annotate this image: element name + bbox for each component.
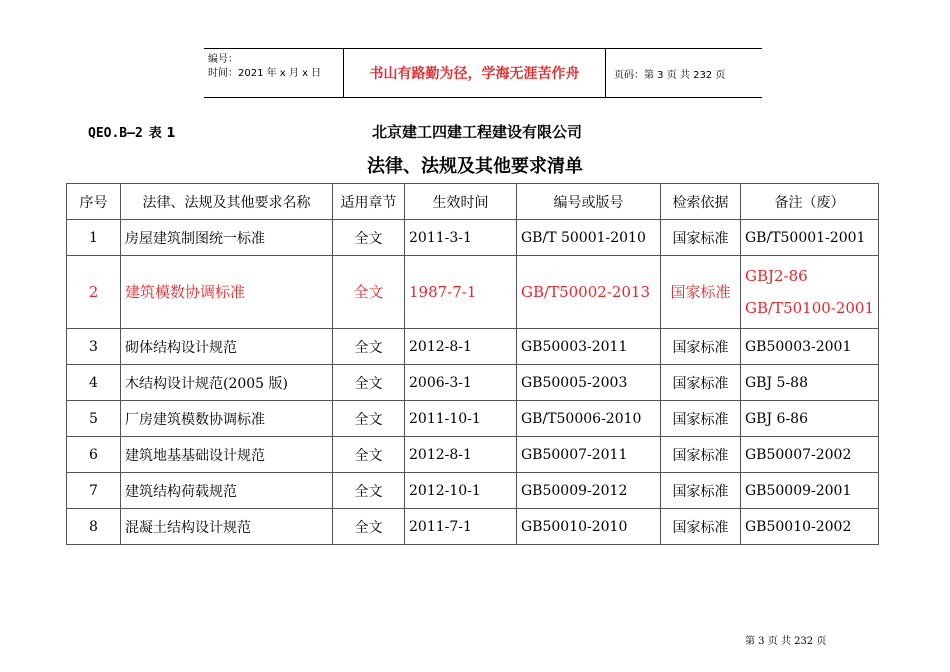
cell-basis: 国家标准 — [661, 220, 741, 256]
table-header-row — [67, 184, 879, 220]
cell-chapter: 全文 — [333, 401, 405, 437]
page-header — [204, 48, 762, 98]
col-header-effective-date: 生效时间 — [405, 184, 517, 220]
cell-date: 2006-3-1 — [405, 365, 517, 401]
table-row — [67, 365, 879, 401]
cell-index: 5 — [67, 401, 121, 437]
table-label: 表 1 — [148, 126, 176, 141]
cell-code: GB/T 50001-2010 — [517, 220, 661, 256]
document-title: 法律、法规及其他要求清单 — [367, 156, 583, 177]
cell-remark: GB/T50001-2001 — [741, 220, 879, 256]
cell-chapter: 全文 — [333, 509, 405, 545]
cell-basis: 国家标准 — [661, 509, 741, 545]
cell-index: 4 — [67, 365, 121, 401]
cell-index: 7 — [67, 473, 121, 509]
cell-basis: 国家标准 — [661, 256, 741, 329]
cell-basis: 国家标准 — [661, 401, 741, 437]
col-header-basis: 检索依据 — [661, 184, 741, 220]
cell-chapter: 全文 — [333, 473, 405, 509]
cell-name: 建筑模数协调标准 — [121, 256, 333, 329]
cell-index: 6 — [67, 437, 121, 473]
cell-name: 混凝土结构设计规范 — [121, 509, 333, 545]
cell-remark: GB50003-2001 — [741, 329, 879, 365]
cell-chapter: 全文 — [333, 256, 405, 329]
number-label: 编号： — [208, 54, 238, 65]
header-page-info: 页码：第 3 页 共 232 页 — [614, 69, 726, 81]
doc-code: QEO.B—2 — [88, 126, 143, 141]
cell-date: 2011-3-1 — [405, 220, 517, 256]
cell-remark: GB50010-2002 — [741, 509, 879, 545]
cell-date: 2012-8-1 — [405, 329, 517, 365]
cell-date: 2012-8-1 — [405, 437, 517, 473]
cell-name: 房屋建筑制图统一标准 — [121, 220, 333, 256]
footer-page-number: 第 3 页 共 232 页 — [745, 636, 827, 647]
cell-date: 2011-10-1 — [405, 401, 517, 437]
col-header-chapter: 适用章节 — [333, 184, 405, 220]
cell-name: 砌体结构设计规范 — [121, 329, 333, 365]
cell-basis: 国家标准 — [661, 365, 741, 401]
cell-name: 建筑地基基础设计规范 — [121, 437, 333, 473]
table-row — [67, 401, 879, 437]
cell-code: GB50010-2010 — [517, 509, 661, 545]
cell-name: 木结构设计规范(2005 版) — [121, 365, 333, 401]
cell-remark: GBJ 6-86 — [741, 401, 879, 437]
cell-name: 建筑结构荷载规范 — [121, 473, 333, 509]
cell-date: 2011-7-1 — [405, 509, 517, 545]
doc-code-line — [88, 122, 175, 141]
cell-chapter: 全文 — [333, 329, 405, 365]
cell-chapter: 全文 — [333, 220, 405, 256]
cell-date: 1987-7-1 — [405, 256, 517, 329]
time-label: 时间：2021 年 x 月 x 日 — [208, 68, 322, 79]
table-row-highlighted — [67, 256, 879, 329]
cell-basis: 国家标准 — [661, 473, 741, 509]
cell-remark: GBJ 5-88 — [741, 365, 879, 401]
cell-code: GB50007-2011 — [517, 437, 661, 473]
table-row — [67, 437, 879, 473]
cell-chapter: 全文 — [333, 365, 405, 401]
header-motto: 书山有路勤为径，学海无涯苦作舟 — [344, 49, 606, 97]
cell-code: GB/T50002-2013 — [517, 256, 661, 329]
table-row — [67, 473, 879, 509]
cell-remark: GB50007-2002 — [741, 437, 879, 473]
col-header-index: 序号 — [67, 184, 121, 220]
cell-remark — [741, 256, 879, 329]
cell-remark: GB50009-2001 — [741, 473, 879, 509]
cell-code: GB50003-2011 — [517, 329, 661, 365]
cell-index: 8 — [67, 509, 121, 545]
cell-code: GB50005-2003 — [517, 365, 661, 401]
col-header-remark: 备注（废） — [741, 184, 879, 220]
header-meta — [204, 49, 344, 97]
cell-code: GB/T50006-2010 — [517, 401, 661, 437]
cell-index: 3 — [67, 329, 121, 365]
cell-index: 1 — [67, 220, 121, 256]
cell-name: 厂房建筑模数协调标准 — [121, 401, 333, 437]
requirements-table — [66, 183, 879, 545]
cell-chapter: 全文 — [333, 437, 405, 473]
remark-line: GBJ2-86 — [745, 267, 808, 285]
table-row — [67, 509, 879, 545]
cell-basis: 国家标准 — [661, 437, 741, 473]
table-row — [67, 329, 879, 365]
col-header-code: 编号或版号 — [517, 184, 661, 220]
company-name: 北京建工四建工程建设有限公司 — [372, 123, 583, 141]
table-row — [67, 220, 879, 256]
remark-line: GB/T50100-2001 — [745, 299, 875, 317]
col-header-name: 法律、法规及其他要求名称 — [121, 184, 333, 220]
cell-code: GB50009-2012 — [517, 473, 661, 509]
cell-basis: 国家标准 — [661, 329, 741, 365]
cell-date: 2012-10-1 — [405, 473, 517, 509]
cell-index: 2 — [67, 256, 121, 329]
